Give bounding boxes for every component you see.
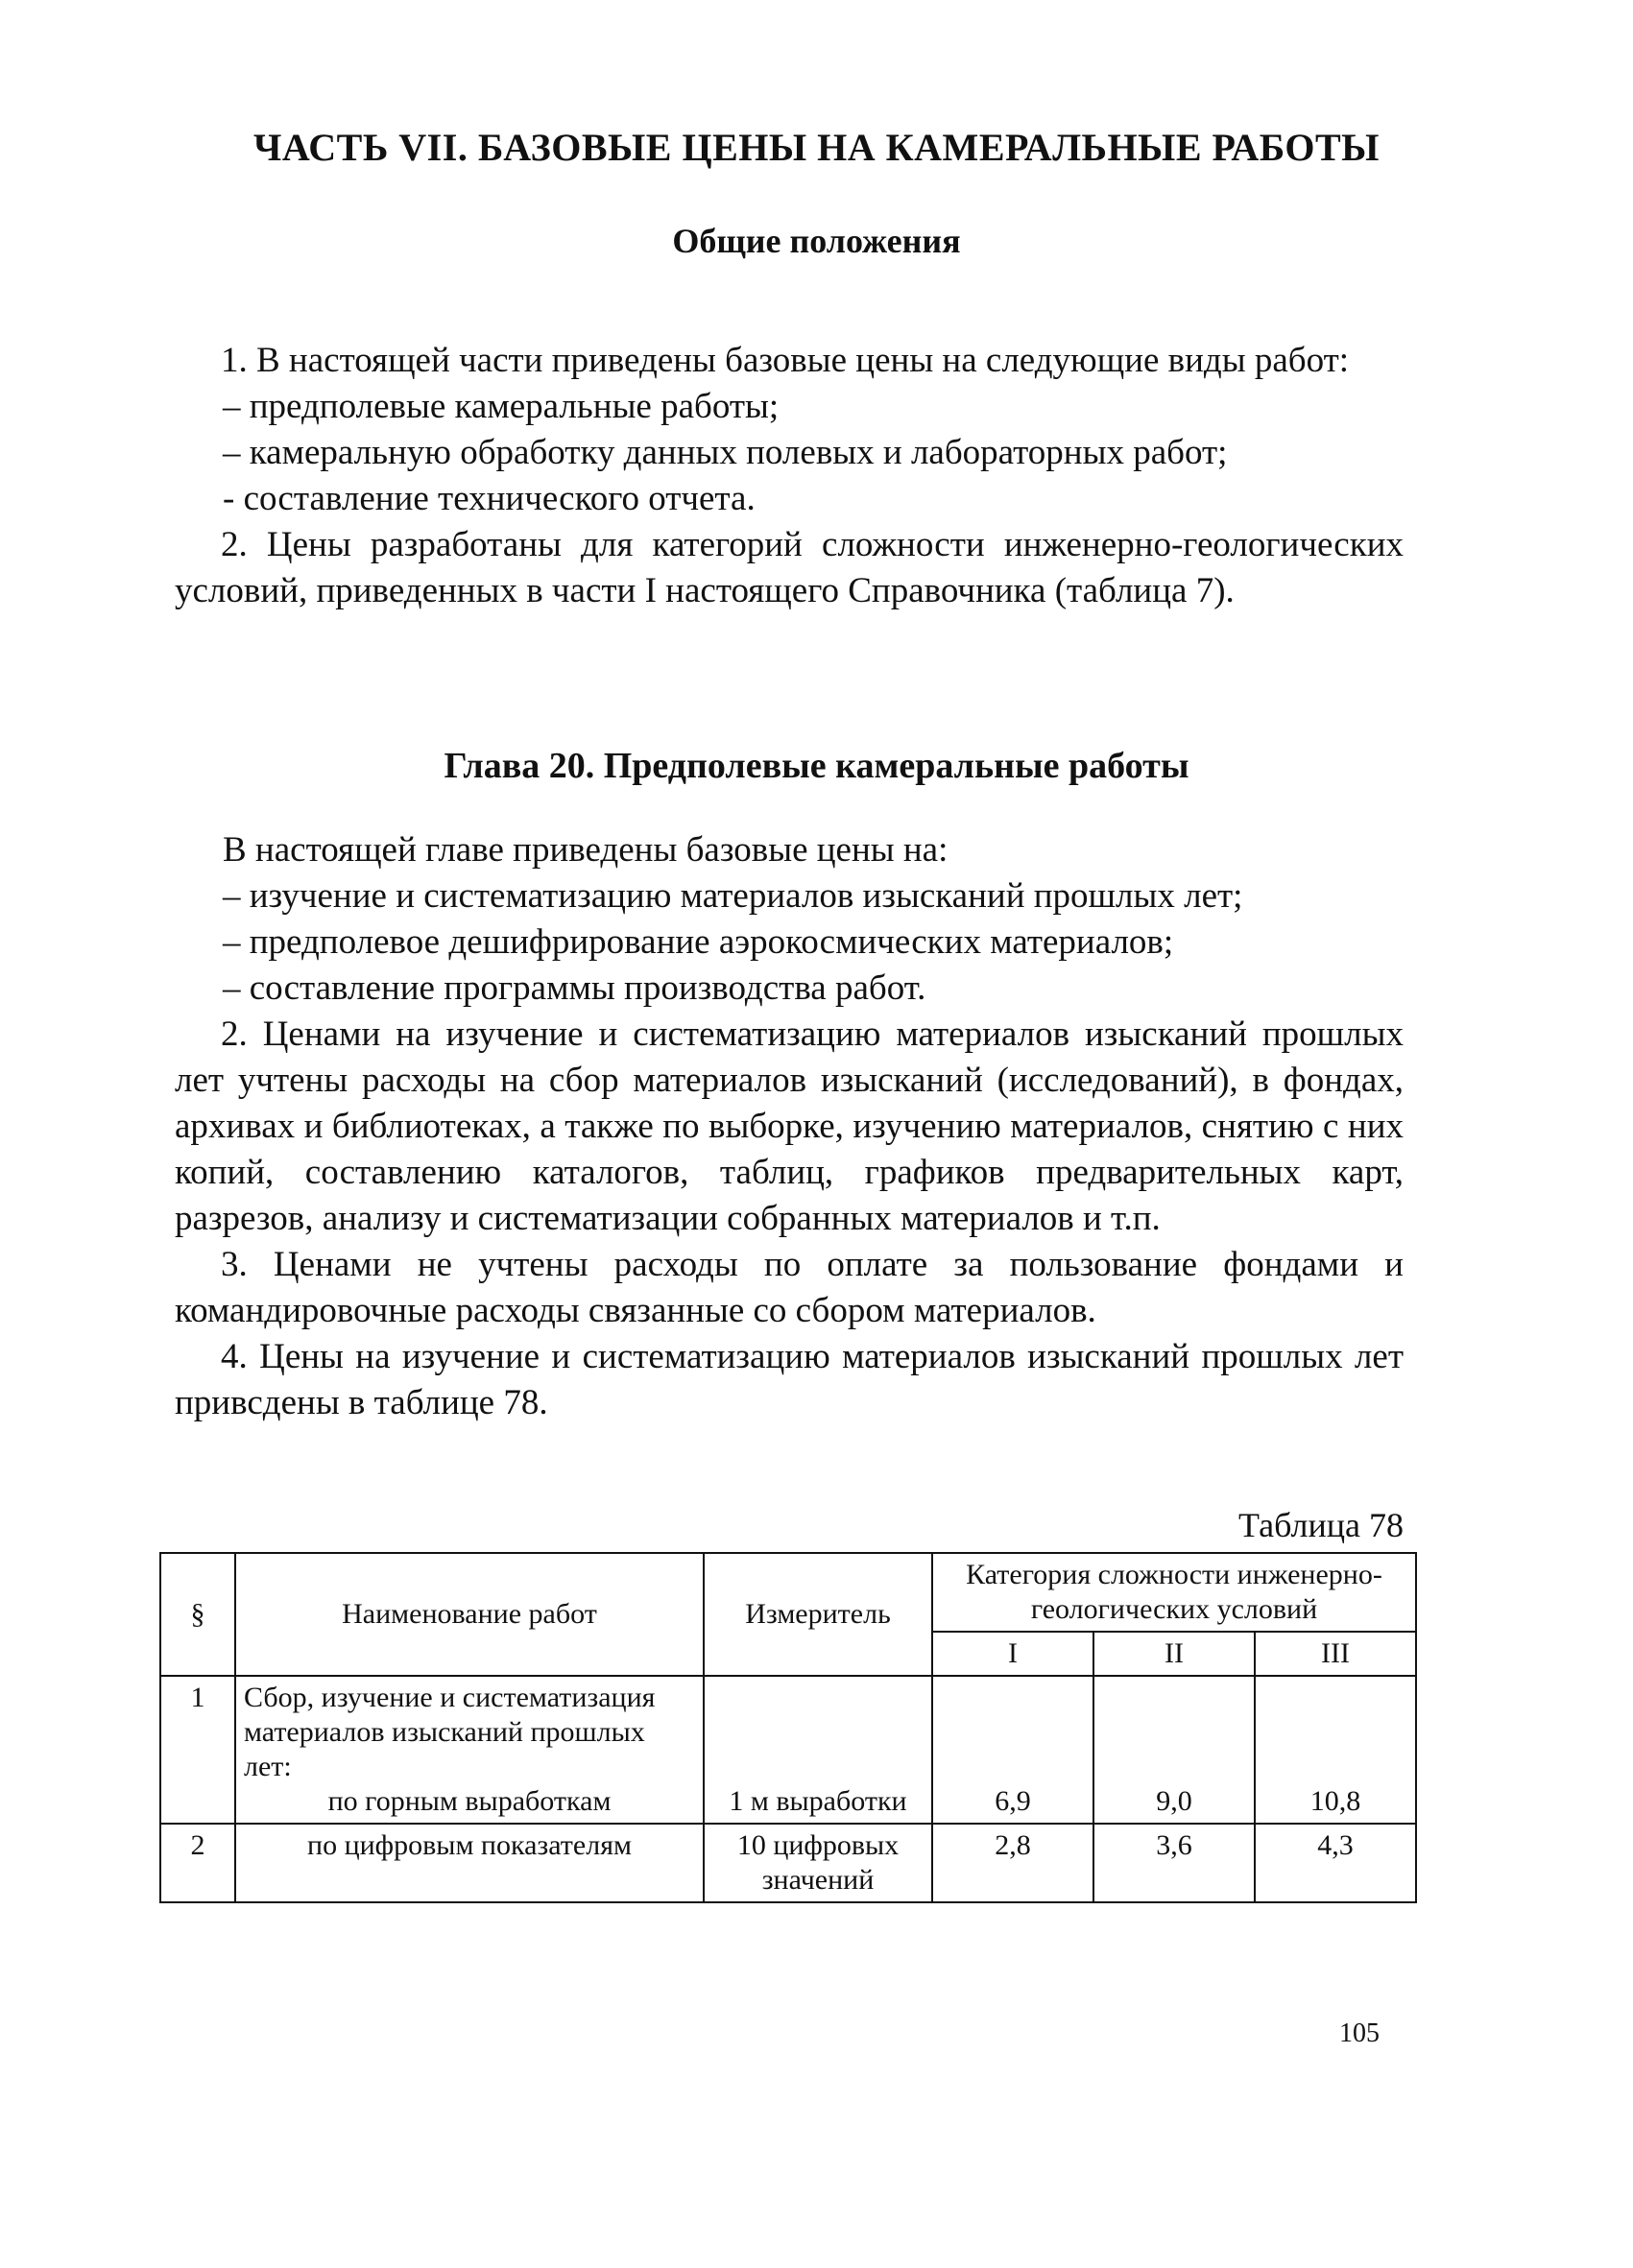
row-name-sub: по цифровым показателям [307,1829,632,1861]
row-value-ii: 3,6 [1093,1824,1255,1902]
row-section: 2 [160,1824,235,1902]
header-name: Наименование работ [235,1553,704,1676]
table-header-row [160,1553,1416,1632]
header-category: Категория сложности инженерно-геологических условий [932,1553,1416,1632]
row-name [235,1676,704,1824]
header-cat-i: I [932,1632,1093,1676]
header-cat-iii: III [1255,1632,1416,1676]
price-table [159,1552,1417,1903]
table-row [160,1676,1416,1824]
page-number: 105 [1339,2018,1380,2048]
row-name [235,1824,704,1902]
row-section: 1 [160,1676,235,1824]
list-item: – предполевое дешифрирование аэрокосмических материалов; [223,922,1174,962]
list-item: – составление программы производства работ. [223,968,926,1008]
row-name-main: Сбор, изучение и систематизация материалов изысканий прошлых лет: [244,1682,656,1782]
table-row [160,1824,1416,1902]
row-unit: 1 м выработки [704,1676,932,1824]
general-provisions [175,338,1404,614]
row-value-ii: 9,0 [1093,1676,1255,1824]
row-value-i: 2,8 [932,1824,1093,1902]
chapter-intro: В настоящей главе приведены базовые цены на: [223,830,949,870]
list-item: – камеральную обработку данных полевых и лабораторных работ; [223,433,1228,472]
chapter-paragraph-4: 4. Цены на изучение и систематизацию материалов изысканий прошлых лет привсдены в таблице 78. [175,1337,1404,1422]
chapter-paragraph-2: 2. Ценами на изучение и систематизацию материалов изысканий прошлых лет учтены расходы на сбор материалов изысканий (исследований), в фондах, архивах и библиотеках, а также по выборке, изучению материалов, снятию с них копий, составлению каталогов, таблиц, графиков предварительных карт, разрезов, анализу и систематизации собранных материалов и т.п. [175,1015,1404,1238]
list-item: – предполевые камеральные работы; [223,387,780,426]
chapter-body [175,827,1404,1426]
row-unit: 10 цифровых значений [704,1824,932,1902]
chapter-heading: Глава 20. Предполевые камеральные работы [444,746,1189,786]
chapter-paragraph-3: 3. Ценами не учтены расходы по оплате за пользование фондами и командировочные расходы связанные со сбором материалов. [175,1245,1404,1330]
row-value-iii: 10,8 [1255,1676,1416,1824]
section-heading: Общие положения [672,222,961,260]
row-value-iii: 4,3 [1255,1824,1416,1902]
row-name-sub: по горным выработкам [327,1785,612,1817]
row-value-i: 6,9 [932,1676,1093,1824]
paragraph-1: 1. В настоящей части приведены базовые цены на следующие виды работ: [221,341,1350,380]
header-cat-ii: II [1093,1632,1255,1676]
page-title: ЧАСТЬ VII. БАЗОВЫЕ ЦЕНЫ НА КАМЕРАЛЬНЫЕ РАБОТЫ [253,126,1380,169]
header-unit: Измеритель [704,1553,932,1676]
paragraph-2: 2. Цены разработаны для категорий сложности инженерно-геологических условий, приведенных в части I настоящего Справочника (таблица 7). [175,525,1404,610]
list-item: – изучение и систематизацию материалов изысканий прошлых лет; [223,876,1243,916]
list-item: - составление технического отчета. [223,479,756,518]
table-caption: Таблица 78 [1238,1506,1404,1544]
header-section: § [160,1553,235,1676]
